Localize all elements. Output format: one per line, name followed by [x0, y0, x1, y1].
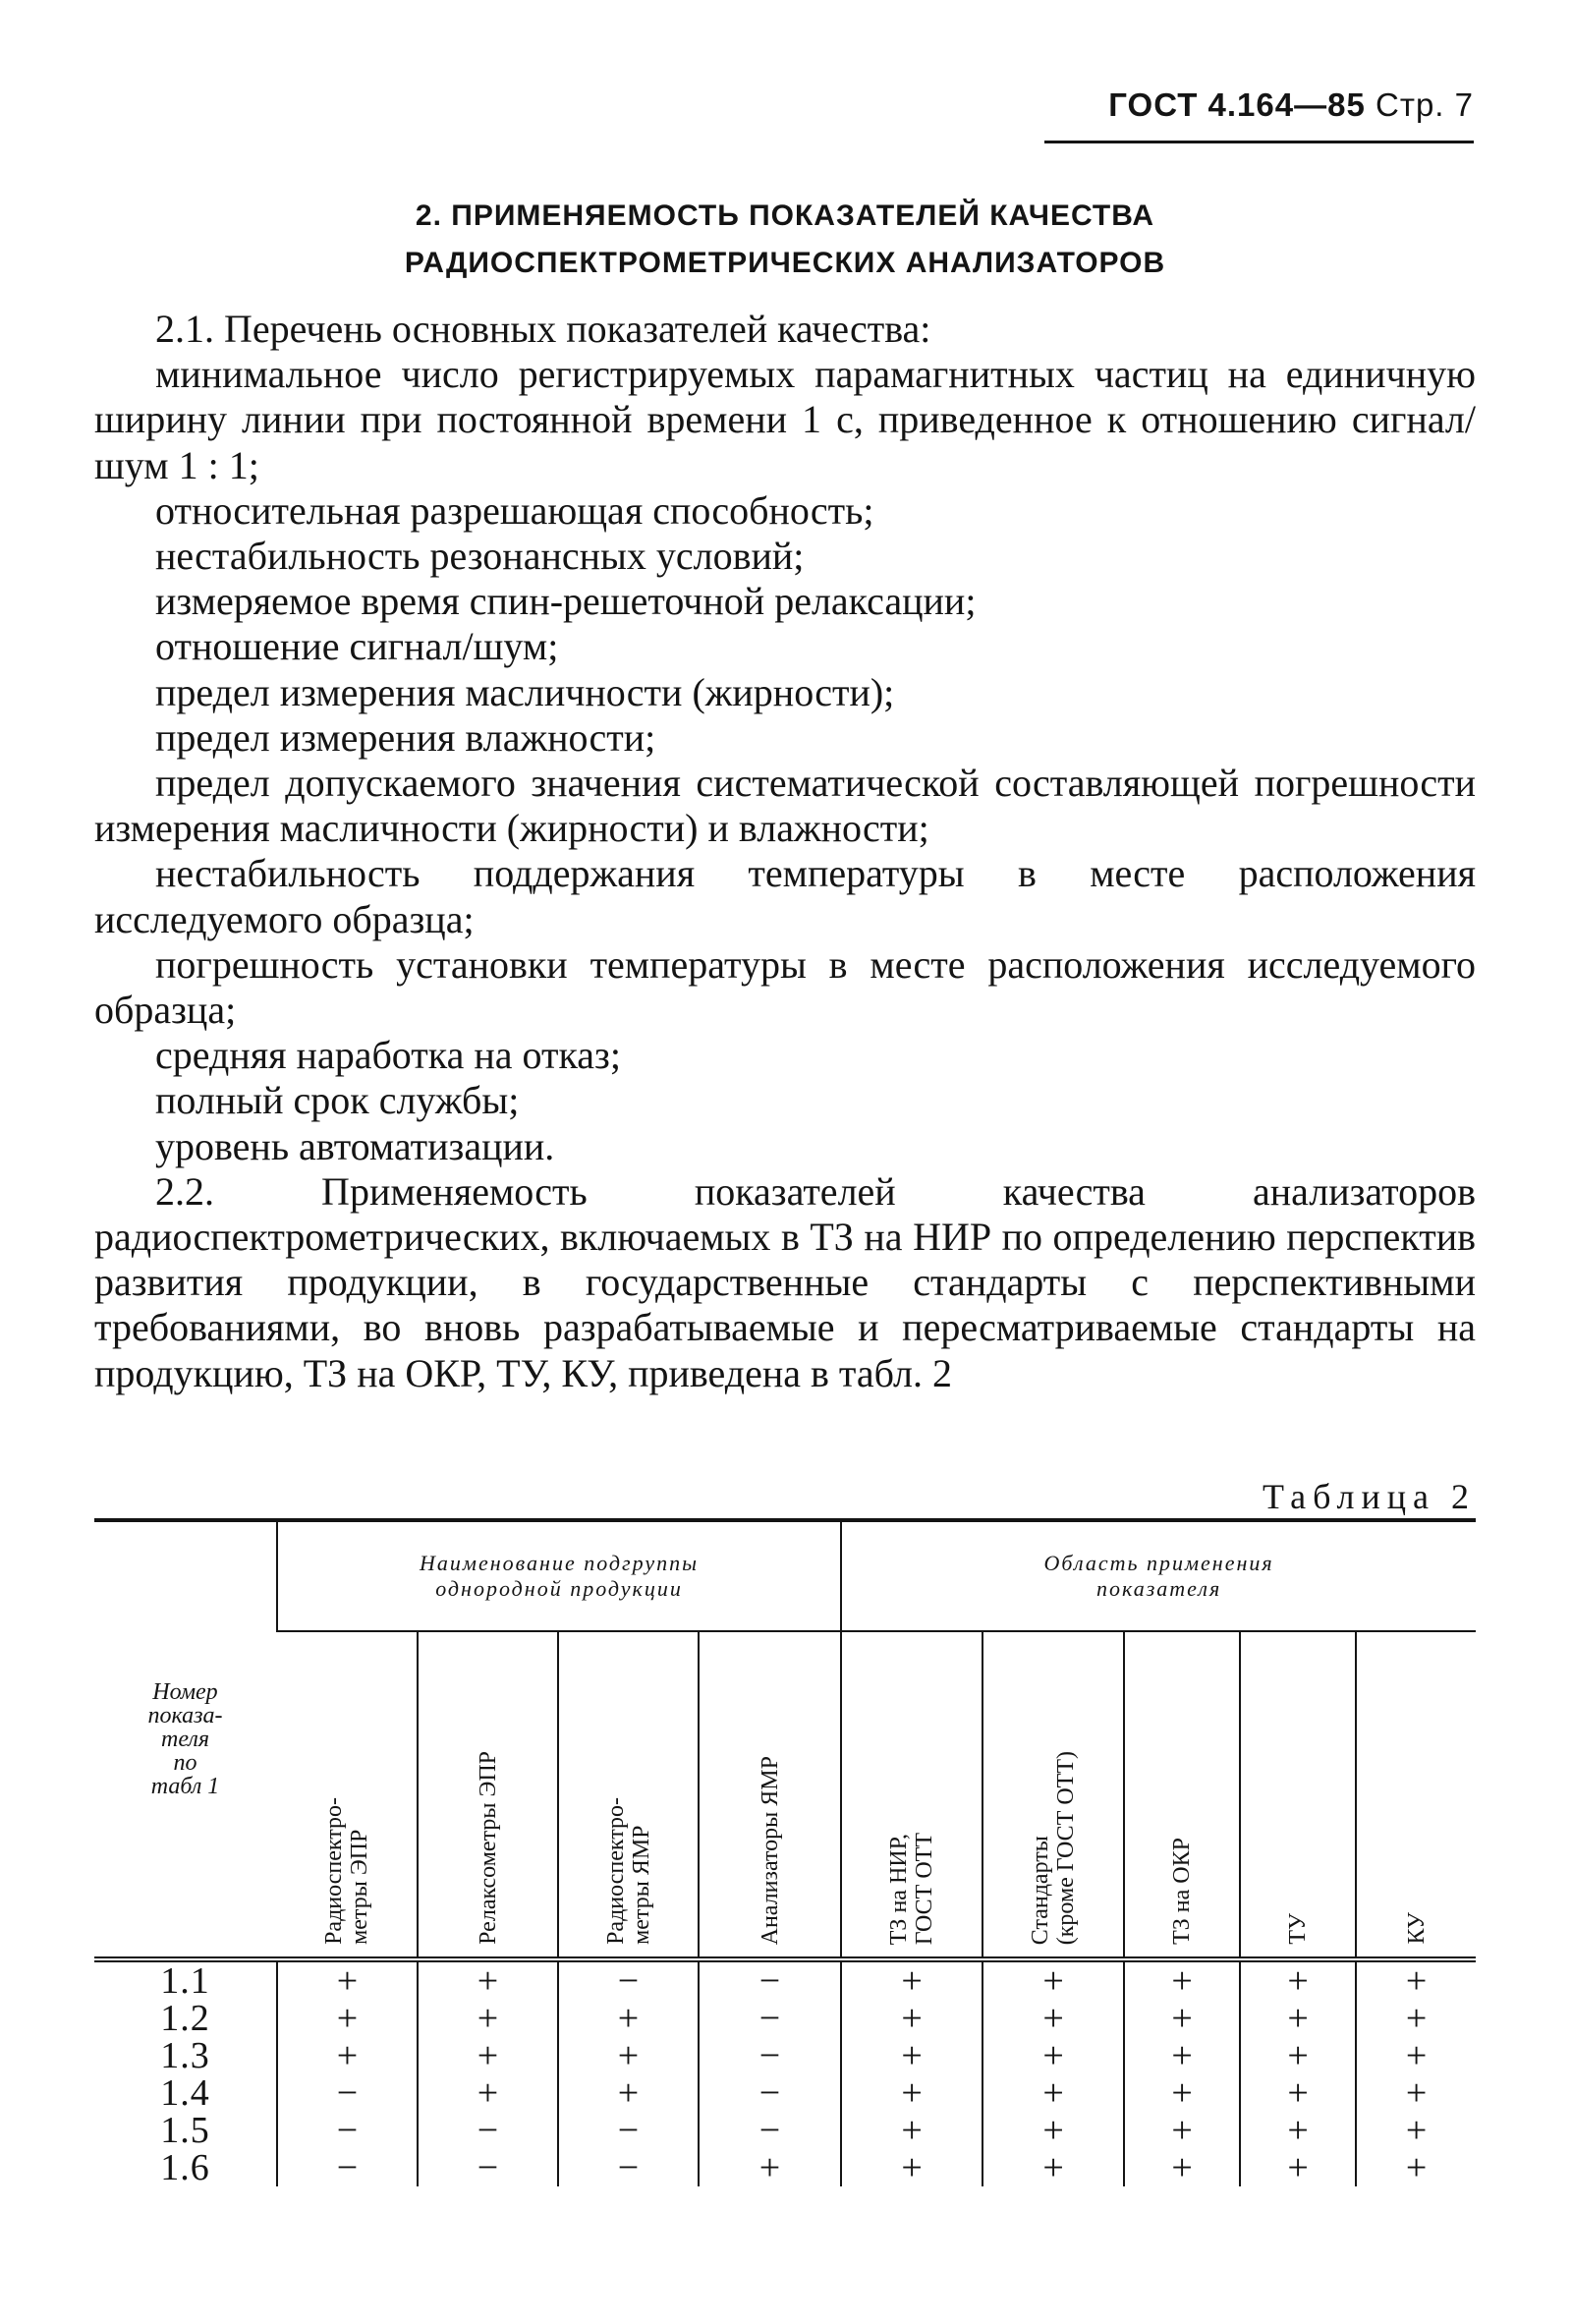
paragraph: 2.1. Перечень основных показателей качества:	[155, 307, 931, 351]
applicability-mark: +	[617, 2035, 640, 2076]
applicability-mark: +	[901, 2035, 923, 2076]
marks-column	[277, 1959, 418, 2186]
application-area-header: Область применения показателя	[841, 1520, 1476, 1631]
applicability-mark: −	[617, 2147, 640, 2188]
row-number: 1.2	[160, 1998, 210, 2039]
applicability-mark: +	[1287, 2110, 1309, 2151]
applicability-mark: +	[1287, 2147, 1309, 2188]
marks-column	[841, 1959, 982, 2186]
marks-column	[1240, 1959, 1356, 2186]
column-header: КУ	[1356, 1631, 1476, 1959]
applicability-mark: −	[758, 1998, 781, 2039]
page-number: Стр. 7	[1376, 86, 1474, 123]
row-number: 1.6	[160, 2147, 210, 2188]
document-number: ГОСТ 4.164—85	[1108, 86, 1366, 123]
applicability-mark: +	[901, 1998, 923, 2039]
paragraph: нестабильность резонансных условий;	[155, 534, 805, 579]
applicability-mark: −	[477, 2110, 499, 2151]
column-header: ТЗ на НИР, ГОСТ ОТТ	[841, 1631, 982, 1959]
marks-column	[699, 1959, 841, 2186]
paragraph: нестабильность поддержания температуры в месте расположения исследуемого образца;	[94, 851, 1476, 941]
applicability-mark: +	[477, 2072, 499, 2114]
applicability-mark: −	[336, 2147, 359, 2188]
column-header: Радиоспектро- метры ЯМР	[558, 1631, 699, 1959]
paragraph: минимальное число регистрируемых парамагнитных частиц на единичную ширину линии при постоянной времени 1 с, приведенное к отношению сигнал/шум 1 : 1;	[94, 352, 1476, 487]
applicability-mark: −	[617, 1960, 640, 2002]
table-caption: Таблица 2	[1263, 1477, 1476, 1516]
applicability-mark: +	[1171, 1998, 1193, 2039]
applicability-mark: +	[1405, 2147, 1428, 2188]
marks-column	[1124, 1959, 1240, 2186]
applicability-mark: −	[758, 2110, 781, 2151]
column-header: Анализаторы ЯМР	[699, 1631, 841, 1959]
applicability-mark: +	[1287, 2035, 1309, 2076]
row-number-column	[94, 1959, 277, 2186]
applicability-mark: −	[617, 2110, 640, 2151]
applicability-mark: +	[1042, 2110, 1064, 2151]
row-number: 1.1	[160, 1960, 210, 2002]
applicability-mark: +	[1042, 2147, 1064, 2188]
applicability-mark: +	[901, 1960, 923, 2002]
paragraph: измеряемое время спин-решеточной релаксации;	[155, 579, 977, 624]
applicability-mark: −	[477, 2147, 499, 2188]
section-title-line-2: РАДИОСПЕКТРОМЕТРИЧЕСКИХ АНАЛИЗАТОРОВ	[404, 247, 1166, 279]
column-header: Стандарты (кроме ГОСТ ОТТ)	[982, 1631, 1124, 1959]
column-header: ТЗ на ОКР	[1124, 1631, 1240, 1959]
paragraph: средняя наработка на отказ;	[155, 1033, 621, 1078]
column-header: ТУ	[1240, 1631, 1356, 1959]
applicability-mark: +	[1171, 2147, 1193, 2188]
applicability-mark: +	[617, 2072, 640, 2114]
row-number: 1.3	[160, 2035, 210, 2076]
section-title	[94, 193, 1476, 287]
section-title-line-1: 2. ПРИМЕНЯЕМОСТЬ ПОКАЗАТЕЛЕЙ КАЧЕСТВА	[415, 199, 1155, 232]
applicability-mark: +	[1042, 1998, 1064, 2039]
row-number: 1.5	[160, 2110, 210, 2151]
applicability-mark: +	[1287, 1998, 1309, 2039]
applicability-mark: +	[336, 1960, 359, 2002]
applicability-mark: +	[1171, 1960, 1193, 2002]
marks-column	[558, 1959, 699, 2186]
applicability-mark: +	[617, 1998, 640, 2039]
marks-column	[982, 1959, 1124, 2186]
applicability-mark: +	[1287, 1960, 1309, 2002]
applicability-table	[94, 1518, 1476, 2186]
paragraph: полный срок службы;	[155, 1078, 520, 1123]
applicability-mark: +	[1042, 1960, 1064, 2002]
paragraph: относительная разрешающая способность;	[155, 487, 874, 533]
marks-column	[1356, 1959, 1476, 2186]
applicability-mark: −	[758, 2035, 781, 2076]
applicability-mark: −	[336, 2072, 359, 2114]
applicability-mark: +	[1171, 2110, 1193, 2151]
applicability-mark: +	[1042, 2035, 1064, 2076]
paragraph: предел допускаемого значения систематической составляющей погрешности измерения масличности (жирности) и влажности;	[94, 761, 1476, 851]
paragraph: отношение сигнал/шум;	[155, 624, 559, 669]
applicability-mark: +	[901, 2072, 923, 2114]
column-header: Релаксометры ЭПР	[418, 1631, 558, 1959]
applicability-mark: +	[1405, 1998, 1428, 2039]
row-number: 1.4	[160, 2072, 210, 2114]
applicability-mark: +	[1405, 2110, 1428, 2151]
header-rule	[1044, 141, 1474, 143]
applicability-mark: +	[1171, 2035, 1193, 2076]
product-subgroup-header: Наименование подгруппы однородной продукции	[277, 1520, 841, 1631]
applicability-mark: +	[336, 2035, 359, 2076]
applicability-mark: +	[477, 1998, 499, 2039]
paragraph: уровень автоматизации.	[155, 1123, 555, 1168]
marks-column	[418, 1959, 558, 2186]
applicability-mark: +	[1405, 1960, 1428, 2002]
row-number-header: Номер показа- теля по табл 1	[94, 1520, 277, 1959]
applicability-mark: +	[1171, 2072, 1193, 2114]
paragraph: предел измерения влажности;	[155, 714, 656, 760]
applicability-mark: +	[477, 1960, 499, 2002]
applicability-mark: −	[758, 2072, 781, 2114]
body-text	[94, 307, 1476, 1396]
applicability-mark: +	[1405, 2035, 1428, 2076]
applicability-mark: +	[901, 2110, 923, 2151]
applicability-mark: +	[336, 1998, 359, 2039]
applicability-mark: +	[1405, 2072, 1428, 2114]
column-header: Радиоспектро- метры ЭПР	[277, 1631, 418, 1959]
applicability-mark: −	[336, 2110, 359, 2151]
applicability-mark: +	[901, 2147, 923, 2188]
paragraph: 2.2. Применяемость показателей качества анализаторов радиоспектрометрических, включаемых в ТЗ на НИР по определению перспектив развития продукции, в государственные стандарты с перспективными требованиями, во вновь разрабатываемые и пересматриваемые стандарты на продукцию, ТЗ на ОКР, ТУ, КУ, приведена в табл. 2	[94, 1168, 1476, 1395]
applicability-mark: +	[477, 2035, 499, 2076]
applicability-mark: +	[1287, 2072, 1309, 2114]
page-header	[1041, 86, 1474, 124]
applicability-mark: −	[758, 1960, 781, 2002]
paragraph: предел измерения масличности (жирности);	[155, 669, 895, 714]
paragraph: погрешность установки температуры в месте расположения исследуемого образца;	[94, 941, 1476, 1033]
applicability-mark: +	[758, 2147, 781, 2188]
applicability-mark: +	[1042, 2072, 1064, 2114]
